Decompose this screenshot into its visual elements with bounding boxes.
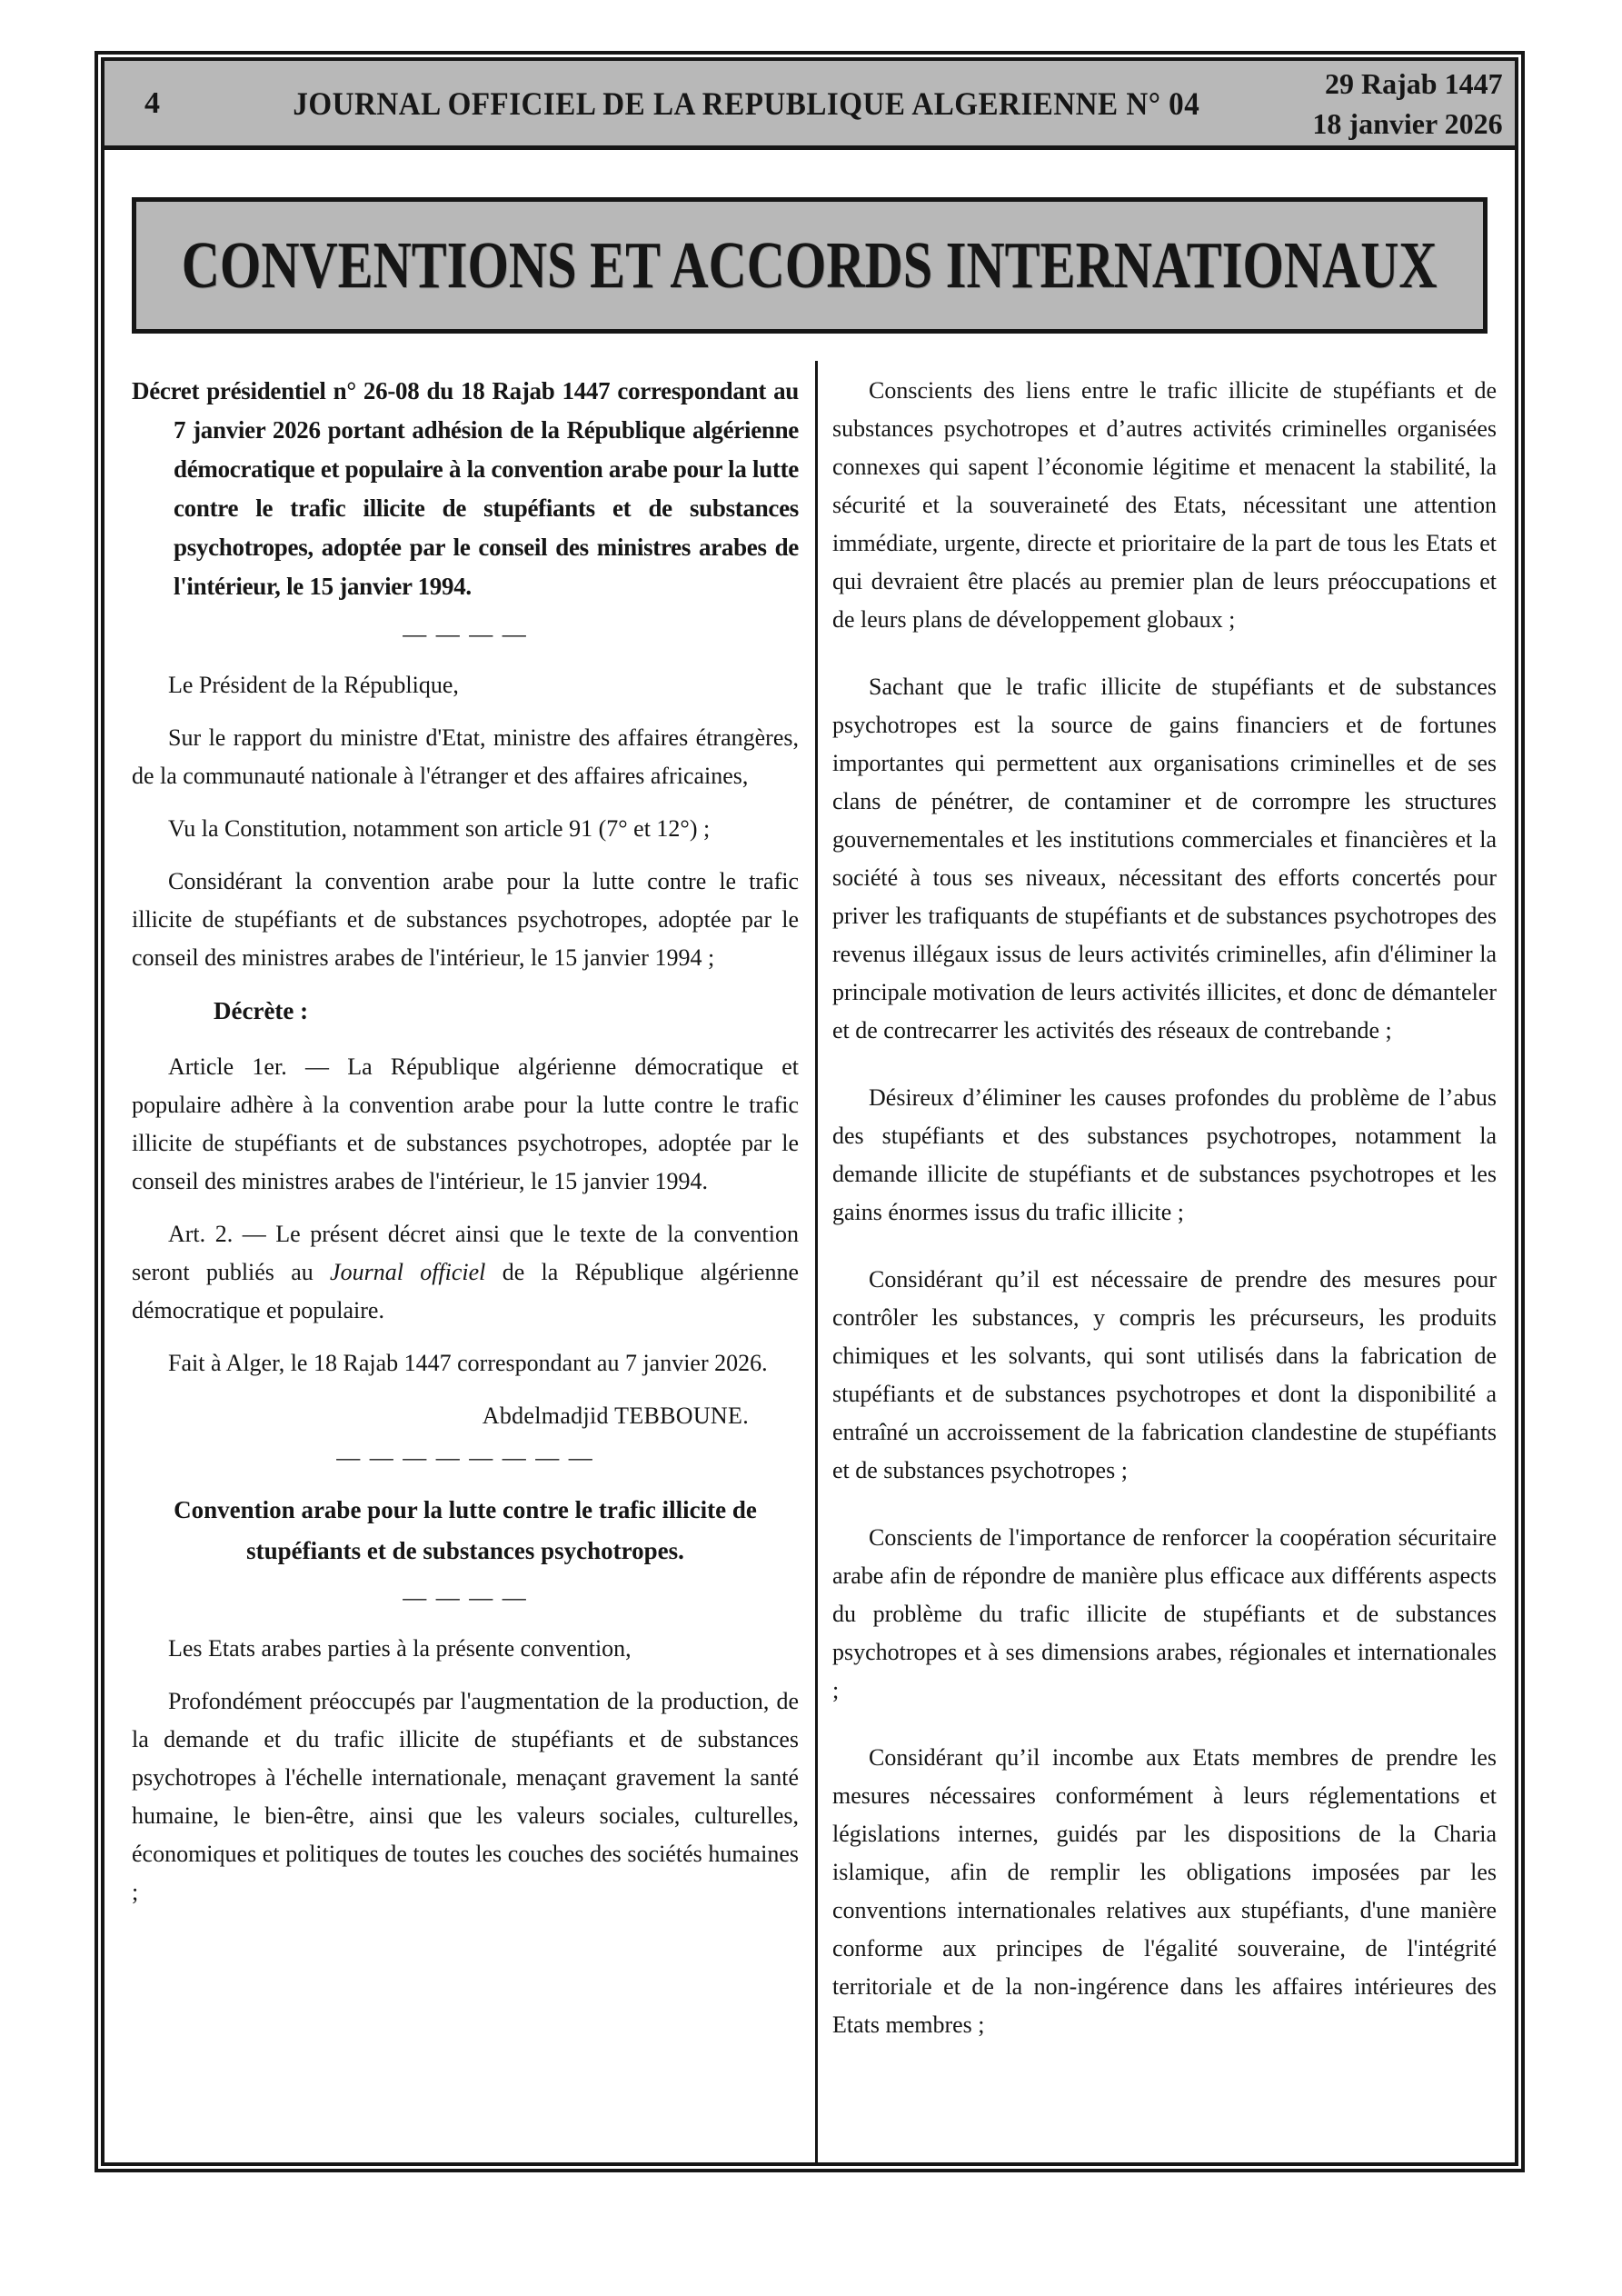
- paragraph-sachant: Sachant que le trafic illicite de stupéfiants et de substances psychotropes est la source de gains financiers et de fortunes importantes qui permettent aux organisations criminelles et de ses clans de pénétrer, de contaminer et de corrompre les structures gouvernementales et les institutions commerciales et financières et la société à tous ses niveaux, nécessitant des efforts concertés pour priver les trafiquants de stupéfiants et de substances psychotropes des revenus illégaux issus de leurs activités criminelles, afin d'éliminer la principale motivation de leurs activités illicites, et donc de démanteler et de contrecarrer les activités des réseaux de contrebande ;: [832, 674, 1497, 1043]
- paragraph-rapport: Sur le rapport du ministre d'Etat, ministre des affaires étrangères, de la communauté nationale à l'étranger et des affaires africaines,: [132, 724, 799, 789]
- paragraph-conscients-liens: Conscients des liens entre le trafic illicite de stupéfiants et de substances psychotropes et d’autres activités criminelles organisées connexes qui sapent l’économie légitime et menacent la stabilité, la sécurité et la souveraineté des Etats, nécessitant une attention immédiate, urgente, directe et prioritaire de la part de tous les Etats et qui devraient être placés au premier plan de leurs préoccupations et de leurs plans de développement globaux ;: [832, 377, 1497, 633]
- page-outer-frame: [95, 51, 1525, 2172]
- paragraph-etats: Les Etats arabes parties à la présente convention,: [168, 1635, 632, 1662]
- page-inner-frame: [101, 57, 1518, 2166]
- paragraph-desireux: Désireux d’éliminer les causes profondes du problème de l’abus des stupéfiants et des substances psychotropes, notamment la demande illicite de stupéfiants et de substances psychotropes et les gains énormes issus du trafic illicite ;: [832, 1084, 1497, 1225]
- paragraph-article-2: [132, 1215, 799, 1330]
- right-column: [818, 361, 1515, 2162]
- header-bar: [104, 61, 1515, 150]
- separator-long: — — — — — — — —: [336, 1444, 594, 1471]
- paragraph-profondement: Profondément préoccupés par l'augmentation de la production, de la demande et du trafic illicite de stupéfiants et de substances psychotropes à l'échelle internationale, menaçant gravement la santé humaine, le bien-être, ainsi que les valeurs sociales, culturelles, économiques et politiques de toutes les couches des sociétés humaines ;: [132, 1688, 799, 1905]
- paragraph-fait: Fait à Alger, le 18 Rajab 1447 correspondant au 7 janvier 2026.: [168, 1350, 768, 1376]
- paragraph-article-1: Article 1er. — La République algérienne démocratique et populaire adhère à la convention arabe pour la lutte contre le trafic illicite de stupéfiants et de substances psychotropes, adoptée par le conseil des ministres arabes de l'intérieur, le 15 janvier 1994.: [132, 1053, 799, 1194]
- article-2-text-end: de la République algérienne démocratique et populaire.: [132, 1259, 799, 1323]
- paragraph-considerant: Considérant la convention arabe pour la lutte contre le trafic illicite de stupéfiants et de substances psychotropes, adoptée par le conseil des ministres arabes de l'intérieur, le 15 janvier 1994 ;: [132, 868, 799, 971]
- section-banner: [132, 197, 1488, 334]
- signature: Abdelmadjid TEBBOUNE.: [482, 1403, 749, 1429]
- convention-title: Convention arabe pour la lutte contre le trafic illicite de stupéfiants et de substances psychotropes.: [174, 1496, 757, 1564]
- separator-short-2: — — — —: [403, 1584, 528, 1611]
- paragraph-president: Le Président de la République,: [168, 672, 459, 698]
- section-banner-title: CONVENTIONS ET ACCORDS INTERNATIONAUX: [182, 228, 1438, 302]
- date-gregorian: 18 janvier 2026: [1312, 106, 1503, 140]
- left-column: [104, 361, 815, 2162]
- journal-title-text: JOURNAL OFFICIEL DE LA REPUBLIQUE ALGERIENNE N° 04: [293, 85, 1200, 122]
- page-number: 4: [144, 85, 160, 120]
- paragraph-considerant-incombe: Considérant qu’il incombe aux Etats membres de prendre les mesures nécessaires conformément à leurs réglementations et législations internes, guidés par les dispositions de la Charia islamique, afin de remplir les obligations imposées par les conventions internationales relatives aux stupéfiants, d'une manière conforme aux principes de l'égalité souveraine, de l'intégrité territoriale et de la non-ingérence dans les affaires intérieures des Etats membres ;: [832, 1744, 1497, 2038]
- two-column-body: [104, 361, 1515, 2162]
- paragraph-conscients-importance: Conscients de l'importance de renforcer la coopération sécuritaire arabe afin de répondre de manière plus efficace aux différents aspects du problème du trafic illicite de stupéfiants et de substances psychotropes et à ses dimensions arabes, régionales et internationales ;: [832, 1524, 1497, 1703]
- issue-dates: [1239, 64, 1518, 144]
- decree-heading: Décret présidentiel n° 26-08 du 18 Rajab 1447 correspondant au 7 janvier 2026 portant adhésion de la République algérienne démocratique et populaire à la convention arabe pour la lutte contre le trafic illicite de stupéfiants et de substances psychotropes, adoptée par le conseil des ministres arabes de l'intérieur, le 15 janvier 1994.: [132, 377, 799, 600]
- date-hijri: 29 Rajab 1447: [1325, 66, 1503, 100]
- paragraph-considerant-mesures: Considérant qu’il est nécessaire de prendre des mesures pour contrôler les substances, y compris les précurseurs, les produits chimiques et les solvants, qui sont utilisés dans la fabrication de stupéfiants et de substances psychotropes et dont la disponibilité a entraîné un accroissement de la fabrication clandestine de stupéfiants et de substances psychotropes ;: [832, 1266, 1497, 1483]
- decrete-heading: Décrète :: [214, 997, 309, 1024]
- paragraph-constitution: Vu la Constitution, notamment son article 91 (7° et 12°) ;: [168, 815, 711, 842]
- separator-short: — — — —: [403, 621, 528, 647]
- article-2-text: Art. 2. — Le présent décret ainsi que le texte de la convention seront publiés au: [132, 1221, 799, 1285]
- journal-title: [254, 85, 1239, 123]
- journal-officiel-italic: Journal officiel: [330, 1259, 486, 1285]
